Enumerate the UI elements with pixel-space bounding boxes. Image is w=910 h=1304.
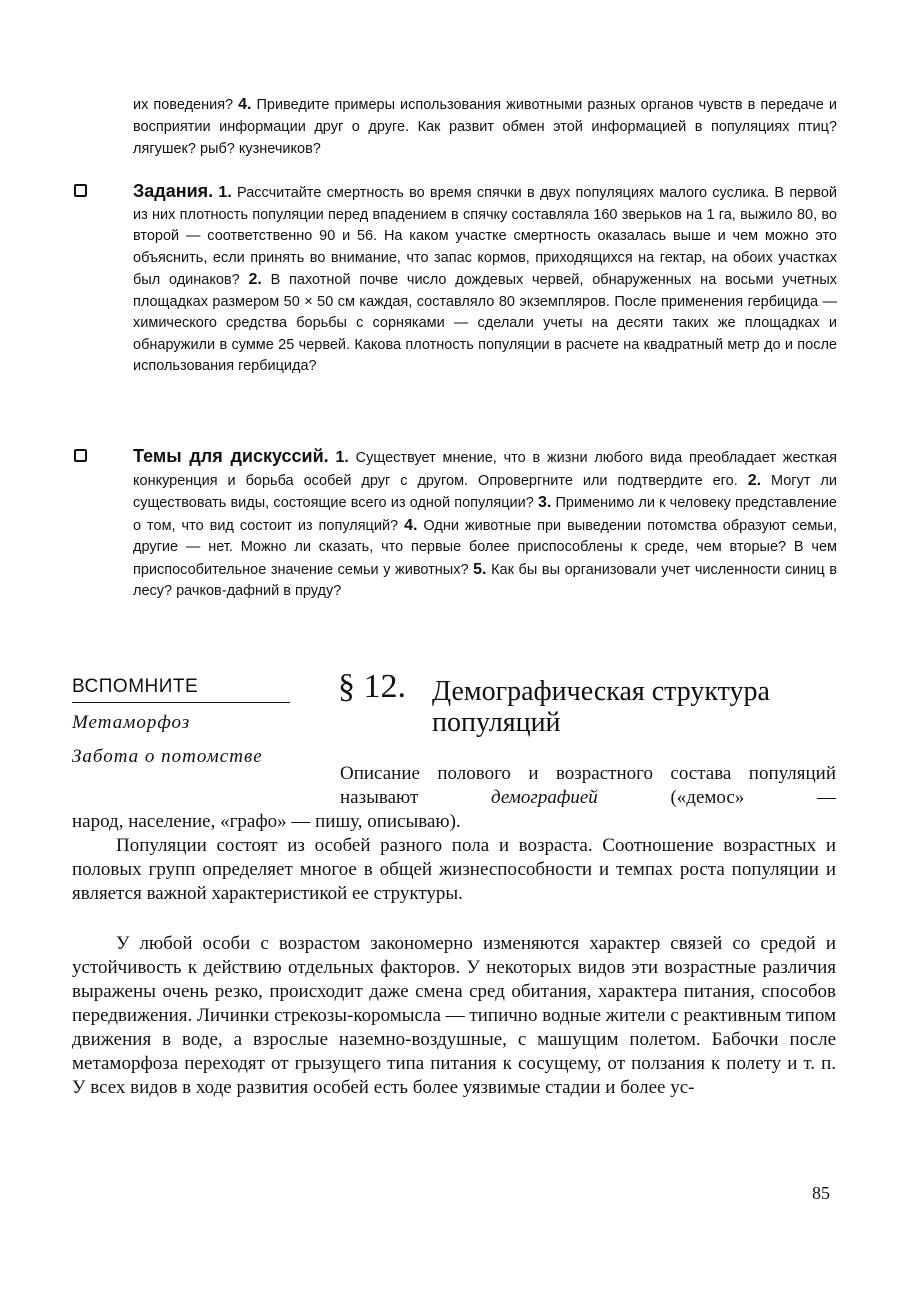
topic-text-2: Могут ли существовать виды, состоящие всего из одной популяции?: [133, 472, 837, 511]
topic-text-5: Как бы вы организовали учет численности синиц в лесу? рачков-дафний в пруду?: [133, 561, 837, 599]
body-paragraph: Популяции состоят из особей разного пола и возраста. Соотношение возрастных и половых групп определяет многое в общей жизнеспособности и темпах роста популяции и является важной характеристикой ее структуры.: [72, 835, 836, 904]
task-number-2: 2.: [248, 271, 262, 288]
definition-text-2: («демос» —: [597, 787, 837, 808]
topics-heading: Темы для дискуссий.: [133, 446, 329, 466]
topic-number-2: 2.: [747, 471, 762, 489]
topic-text-3: Применимо ли к человеку представление о том, что вид состоит из популяций?: [133, 495, 837, 534]
checkbox-icon: [74, 449, 87, 462]
topic-text-4: Одни животные при выведении потомства образуют семьи, другие — нет. Можно ли сказать, что первые более приспособлены к среде, чем вторые? В чем приспособительное значение семьи у животных?: [133, 517, 837, 578]
sidebar-term-care: Забота о потомстве: [72, 746, 263, 767]
definition-term: демографией: [490, 787, 598, 808]
topics-block: [133, 446, 837, 603]
intro-text-1: их поведения?: [133, 97, 239, 113]
topic-number-4: 4.: [404, 516, 418, 534]
task-text-1: Рассчитайте смертность во время спячки в двух популяциях малого суслика. В первой из них плотность популяции перед впадением в спячку составляла 160 зверьков на 1 га, выжило 80, во второй — соответственно 90 и 56. На каком участке смертность оказалась выше и чем можно это объяснить, если принять во внимание, что запас кормов, приходящихся на гектар, на обоих участках был одинаков?: [133, 185, 838, 288]
sidebar-term-metamorphosis: Метаморфоз: [72, 712, 191, 733]
body-paragraph: У любой особи с возрастом закономерно изменяются характер связей со средой и устойчивость к действию отдельных факторов. У некоторых видов эти возрастные различия выражены очень резко, происходит даже смена сред обитания, характера питания, способов передвижения. Личинки стрекозы-коромысла — типично водные жители с реактивным типом движения в воде, а взрослые наземно-воздушные, с машущим полетом. Бабочки после метаморфоза переходят от грызущего типа питания к сосущему, от ползания к полету и т. п. У всех видов в ходе развития особей есть более уязвимые стадии и более ус-: [72, 933, 836, 1098]
task-number-1: 1.: [218, 184, 232, 201]
definition-continuation: народ, население, «графо» — пишу, описываю).: [72, 811, 461, 832]
topic-text-1: Существует мнение, что в жизни любого вида преобладает жесткая конкуренция и борьба особей друг с другом. Опровергните или подтвердите его.: [133, 450, 837, 489]
sidebar-title: ВСПОМНИТЕ: [72, 676, 290, 703]
checkbox-icon: [74, 184, 87, 197]
section-number: § 12.: [338, 668, 406, 705]
topic-number-1: 1.: [335, 449, 349, 466]
page-number: 85: [812, 1183, 830, 1203]
definition-text-1: Описание полового и возрастного состава популяций называют: [340, 763, 836, 808]
definition-paragraph: [340, 762, 836, 810]
task-text-2: В пахотной почве число дождевых червей, обнаруженных на восьми учетных площадках размером 50 × 50 см каждая, составляло 80 экземпляров. После применения гербицида — химического средства борьбы с сорняками — сделали учеты на десяти таких же площадках и обнаружили в сумме 25 червей. Какова плотность популяции в расчете на квадратный метр до и после использования гербицида?: [133, 272, 837, 374]
section-title: Демографическая структура популяций: [432, 676, 770, 738]
tasks-heading: Задания.: [133, 181, 214, 201]
tasks-block: [133, 181, 837, 378]
question-number-4: 4.: [238, 96, 252, 113]
intro-text-2: Приведите примеры использования животными разных органов чувств в передаче и восприятии информации друг о друге. Как развит обмен этой информацией в популяциях птиц? лягушек? рыб? кузнечиков?: [133, 97, 837, 157]
topic-number-5: 5.: [473, 560, 487, 578]
intro-paragraph: [133, 94, 837, 160]
topic-number-3: 3.: [537, 494, 552, 511]
